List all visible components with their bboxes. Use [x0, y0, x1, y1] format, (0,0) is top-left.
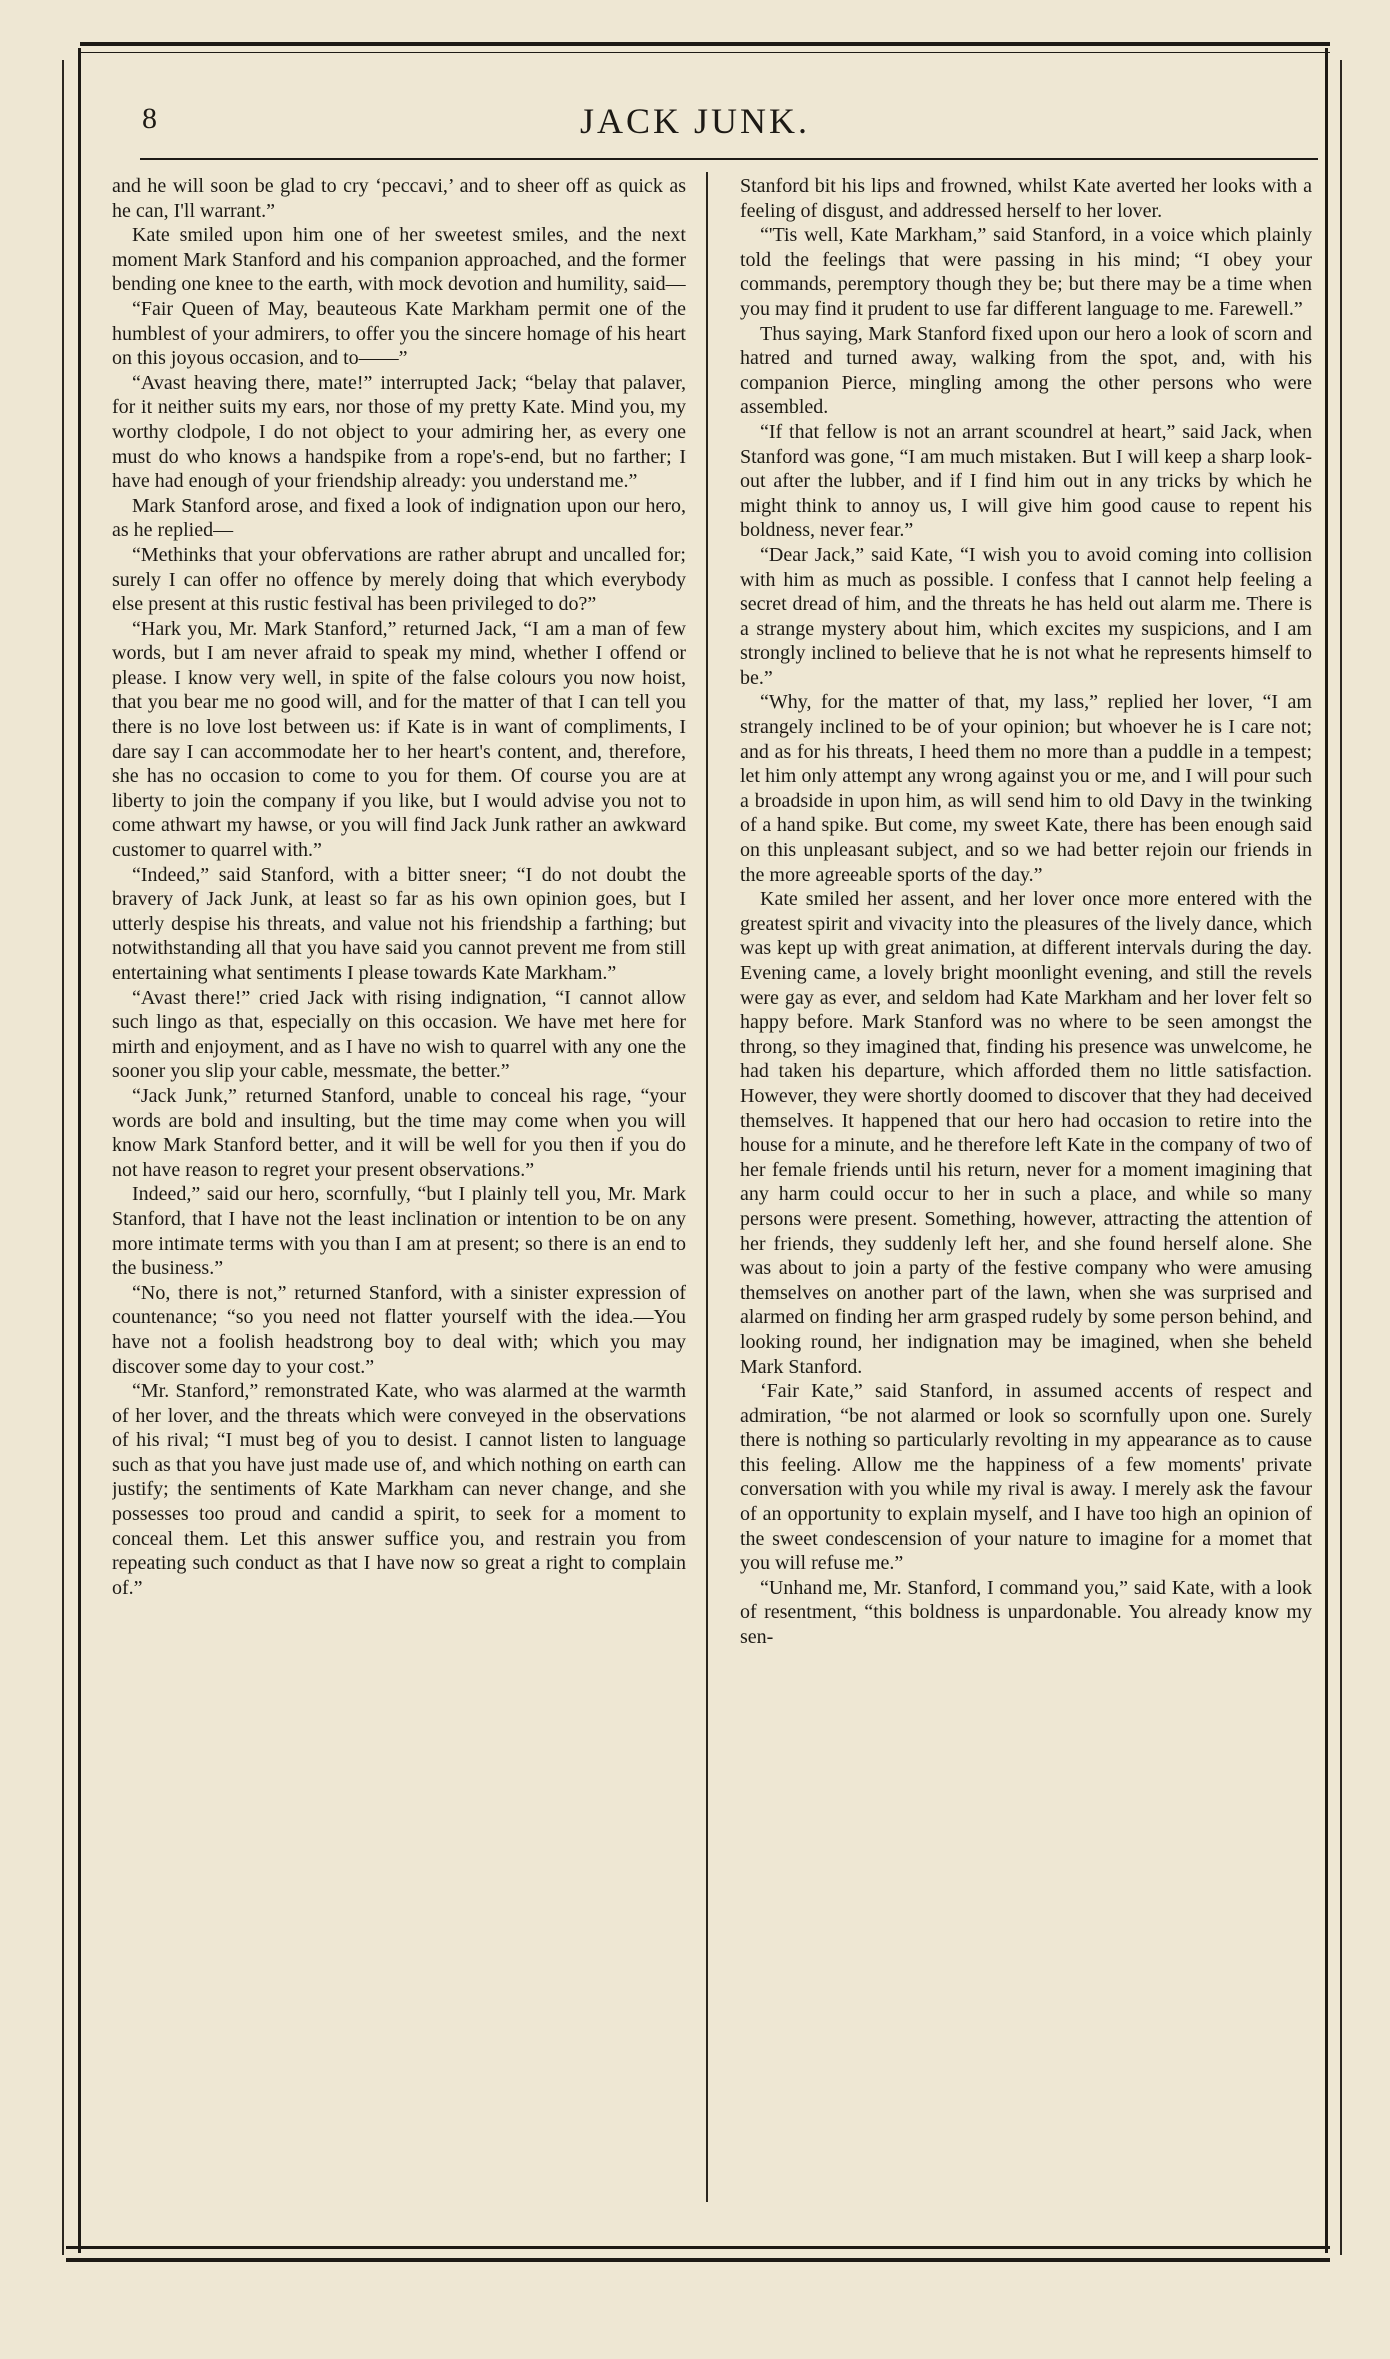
left-inner-border	[78, 48, 81, 2253]
paragraph: “Avast there!” cried Jack with rising indignation, “I cannot allow such lingo as that, especially on this occasion. We have met here for mirth and enjoyment, and as I have no wish to quarrel with any one the sooner you slip your cable, messmate, the better.”	[112, 986, 686, 1083]
header-rule	[140, 158, 1318, 160]
paragraph: Mark Stanford arose, and fixed a look of indignation upon our hero, as he replied—	[112, 494, 686, 542]
paragraph: Kate smiled her assent, and her lover once more entered with the greatest spirit and vivacity into the pleasures of the lively dance, which was kept up with great animation, at different intervals during the day. Evening came, a lovely bright moonlight evening, and still the revels were gay as ever, and seldom had Kate Markham and her lover felt so happy before. Mark Stanford was no where to be seen amongst the throng, so they imagined that, finding his presence was unwelcome, he had taken his departure, which afforded them no little satisfaction. However, they were shortly doomed to discover that they had deceived themselves. It happened that our hero had occasion to retire into the house for a minute, and he therefore left Kate in the company of two of her female friends until his return, never for a moment imagining that any harm could occur to her in such a place, and while so many persons were present. Something, however, attracting the attention of her friends, they suddenly left her, and she found herself alone. She was about to join a party of the festive company who were amusing themselves on another part of the lawn, when she was surprised and alarmed on finding her arm grasped rudely by some person behind, and looking round, her indignation may be imagined, when she beheld Mark Stanford.	[740, 888, 1312, 1378]
paragraph: “Indeed,” said Stanford, with a bitter sneer; “I do not doubt the bravery of Jack Junk, at least so far as his own opinion goes, but I utterly despise his threats, and value not his friendship a farthing; but notwithstanding all that you have said you cannot prevent me from still entertaining what sentiments I please towards Kate Markham.”	[112, 863, 686, 984]
paragraph: “Dear Jack,” said Kate, “I wish you to avoid coming into collision with him as much as possible. I confess that I cannot help feeling a secret dread of him, and the threats he has held out alarm me. There is a strange mystery about him, which excites my suspicions, and I am strongly inclined to believe that he is not what he represents himself to be.”	[740, 543, 1312, 689]
paragraph: Stanford bit his lips and frowned, whilst Kate averted her looks with a feeling of disgust, and addressed herself to her lover.	[740, 175, 1312, 222]
running-head-title: JACK JUNK.	[579, 101, 811, 141]
paragraph: and he will soon be glad to cry ‘peccavi,’ and to sheer off as quick as he can, I'll warrant.”	[112, 175, 686, 222]
right-column	[740, 174, 1312, 2239]
paragraph: “Why, for the matter of that, my lass,” replied her lover, “I am strangely inclined to be of your opinion; but whoever he is I care not; and as for his threats, I heed them no more than a puddle in a tempest; let him only attempt any wrong against you or me, and I will pour such a broadside in upon him, as will send him to old Davy in the twinking of a hand spike. But come, my sweet Kate, there has been enough said on this unpleasant subject, and so we had better rejoin our friends in the more agreeable sports of the day.”	[740, 691, 1312, 886]
paragraph: “'Tis well, Kate Markham,” said Stanford, in a voice which plainly told the feelings that were passing in his mind; “I obey your commands, peremptory though they be; but there may be a time when you may find it prudent to use far different language to me. Farewell.”	[740, 224, 1312, 320]
top-border-rule	[80, 42, 1330, 46]
column-divider	[706, 172, 708, 2202]
right-inner-border	[1325, 48, 1328, 2253]
page-number: 8	[142, 102, 157, 135]
paragraph: “Hark you, Mr. Mark Stanford,” returned Jack, “I am a man of few words, but I am never afraid to speak my mind, whether I offend or please. I know very well, in spite of the false colours you now hoist, that you bear me no good will, and for the matter of that I can tell you there is no love lost between us: if Kate is in want of compliments, I dare say I can accommodate her to her heart's content, and, therefore, she has no occasion to come to you for them. Of course you are at liberty to join the company if you like, but I would advise you not to come athwart my hawse, or you will find Jack Junk rather an awkward customer to quarrel with.”	[112, 617, 686, 862]
paragraph: Thus saying, Mark Stanford fixed upon our hero a look of scorn and hatred and turned away, walking from the spot, and, with his companion Pierce, mingling among the other persons who were assembled.	[740, 322, 1312, 419]
paragraph: “Jack Junk,” returned Stanford, unable to conceal his rage, “your words are bold and insulting, but the time may come when you will know Mark Stanford better, and it will be well for you then if you do not have reason to regret your present observations.”	[112, 1084, 686, 1181]
paragraph: “Methinks that your obfervations are rather abrupt and uncalled for; surely I can offer no offence by merely doing that which everybody else present at this rustic festival has been privileged to do?”	[112, 543, 686, 616]
paragraph: Indeed,” said our hero, scornfully, “but I plainly tell you, Mr. Mark Stanford, that I have not the least inclination or intention to be on any more intimate terms with you than I am at present; so there is an end to the business.”	[112, 1183, 686, 1280]
paragraph: “Fair Queen of May, beauteous Kate Markham permit one of the humblest of your admirers, to offer you the sincere homage of his heart on this joyous occasion, and to——”	[112, 297, 686, 370]
top-border-rule-thin	[80, 52, 1330, 53]
right-outer-border	[1340, 60, 1342, 2255]
bottom-border-rule-thick	[66, 2258, 1330, 2262]
paragraph: ‘Fair Kate,” said Stanford, in assumed accents of respect and admiration, “be not alarmed or look so scornfully upon one. Surely there is nothing so particularly revolting in my appearance as to cause this feeling. Allow me the happiness of a few moments' private conversation with you while my rival is away. I merely ask the favour of an opportunity to explain myself, and I have too high an opinion of the sweet condescension of your nature to imagine for a momet that you will refuse me.”	[740, 1380, 1312, 1575]
bottom-border-rule	[66, 2246, 1330, 2249]
paragraph: “Avast heaving there, mate!” interrupted Jack; “belay that palaver, for it neither suits my ears, nor those of my pretty Kate. Mind you, my worthy clodpole, I do not object to your admiring her, as every one must do who knows a handspike from a rope's-end, but no farther; I have had enough of your friendship already: you understand me.”	[112, 371, 686, 493]
paragraph: “Mr. Stanford,” remonstrated Kate, who was alarmed at the warmth of her lover, and the threats which were conveyed in the observations of his rival; “I must beg of you to desist. I cannot listen to language such as that you have just made use of, and which nothing on earth can justify; the sentiments of Kate Markham can never change, and she possesses too proud and candid a spirit, to seek for a moment to conceal them. Let this answer suffice you, and restrain you from repeating such conduct as that I have now so great a right to complain of.”	[112, 1380, 686, 1599]
left-outer-border	[62, 60, 64, 2255]
paragraph: “If that fellow is not an arrant scoundrel at heart,” said Jack, when Stanford was gone, “I am much mistaken. But I will keep a sharp look-out after the lubber, and if I find him out in any tricks by which he might think to annoy us, I will give him good cause to repent his boldness, never fear.”	[740, 420, 1312, 542]
paragraph: “No, there is not,” returned Stanford, with a sinister expression of countenance; “so you need not flatter yourself with the idea.—You have not a foolish headstrong boy to deal with; which you may discover some day to your cost.”	[112, 1281, 686, 1378]
paragraph: “Unhand me, Mr. Stanford, I command you,” said Kate, with a look of resentment, “this boldness is unpardonable. You already know my sen-	[740, 1576, 1312, 1649]
left-column	[112, 174, 686, 2239]
paragraph: Kate smiled upon him one of her sweetest smiles, and the next moment Mark Stanford and his companion approached, and the former bending one knee to the earth, with mock devotion and humility, said—	[112, 224, 686, 296]
